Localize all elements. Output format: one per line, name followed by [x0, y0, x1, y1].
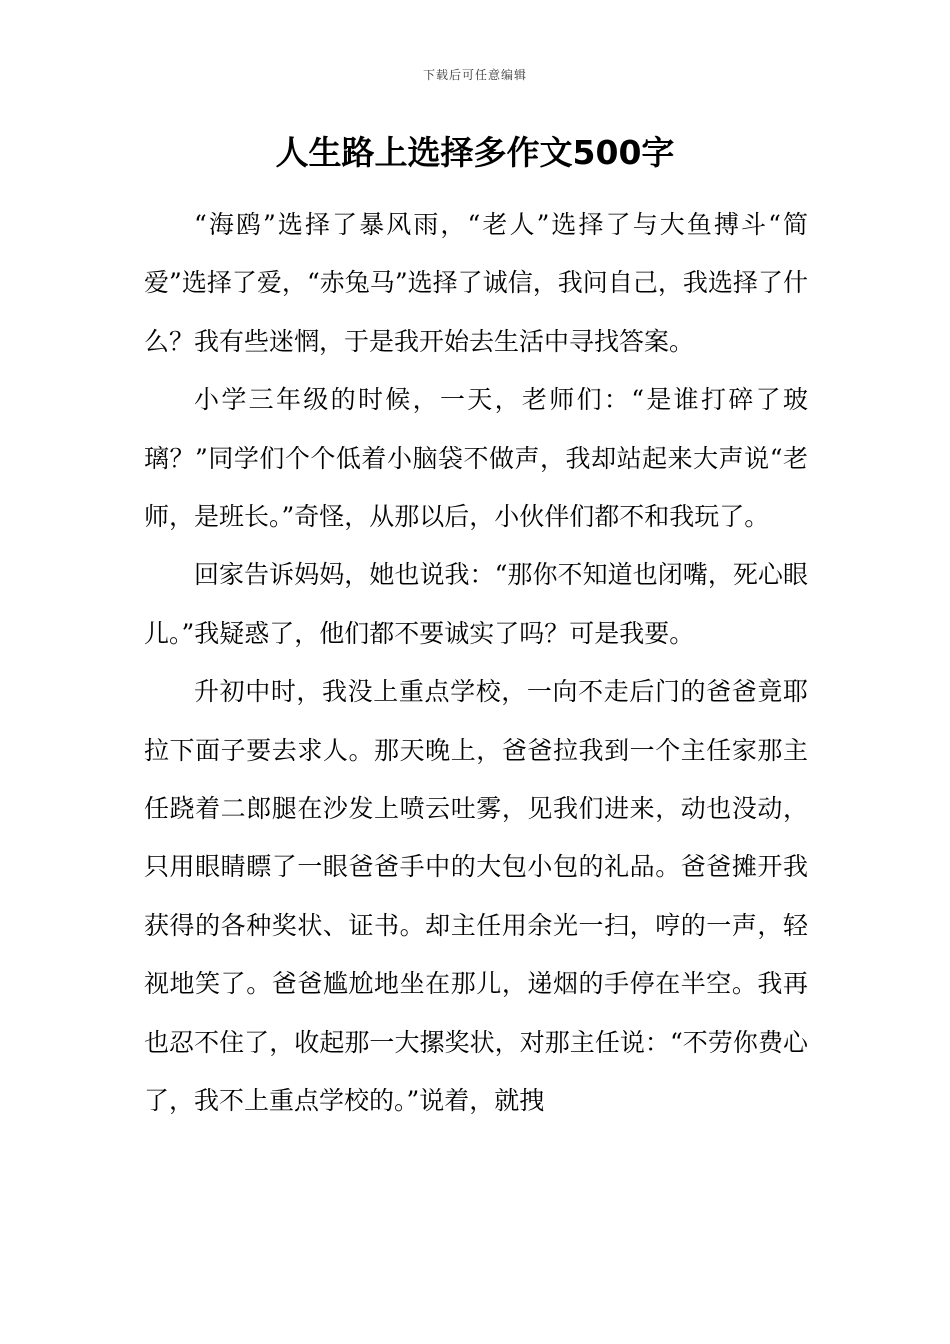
header-note: 下载后可任意编辑 [422, 68, 527, 82]
paragraph-4: 升初中时，我没上重点学校，一向不走后门的爸爸竟耶拉下面子要去求人。那天晚上，爸爸拉我到一个主任家那主任跷着二郎腿在沙发上喷云吐雾，见我们进来，动也没动，只用眼睛瞟了一眼爸爸手中的大包小包的礼品。爸爸摊开我获得的各种奖状、证书。却主任用余光一扫，哼的一声，轻视地笑了。爸爸尴尬地坐在那儿，递烟的手停在半空。我再也忍不住了，收起那一大摞奖状，对那主任说：“不劳你费心了，我不上重点学校的。”说着，就拽 [144, 677, 808, 1116]
document-body [144, 196, 808, 1131]
paragraph-1: “海鸥”选择了暴风雨，“老人”选择了与大鱼搏斗“简爱”选择了爱，“赤兔马”选择了诚信，我问自己，我选择了什么？我有些迷惘，于是我开始去生活中寻找答案。 [144, 210, 808, 356]
paragraph-3: 回家告诉妈妈，她也说我：“那你不知道也闭嘴，死心眼儿。”我疑惑了，他们都不要诚实了吗？可是我要。 [144, 560, 808, 648]
paragraph-2: 小学三年级的时候，一天，老师们：“是谁打碎了玻璃？”同学们个个低着小脑袋不做声，我却站起来大声说“老师，是班长。”奇怪，从那以后，小伙伴们都不和我玩了。 [144, 385, 808, 532]
document-title: 人生路上选择多作文500字 [275, 133, 675, 172]
